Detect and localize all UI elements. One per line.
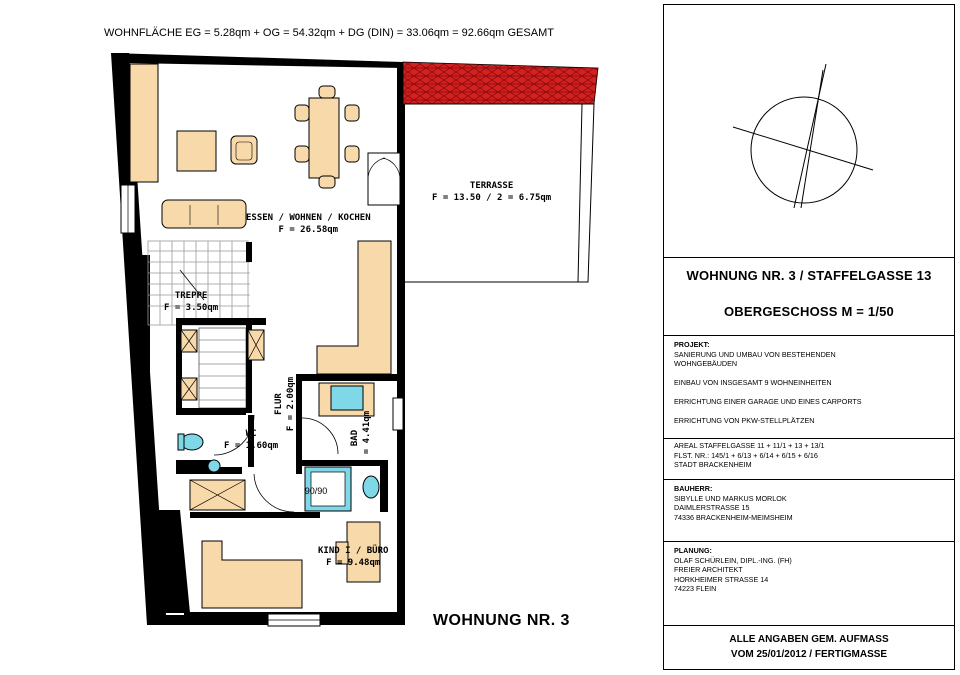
- room-label-bath: BAD F = 4.41qm: [350, 410, 372, 466]
- shower-label: 90/90: [304, 486, 328, 496]
- wc-basin: [208, 460, 220, 472]
- divider: [663, 335, 955, 336]
- coffee-table: [177, 131, 216, 171]
- bath-toilet: [363, 476, 379, 498]
- room-label-wc: WC F = 1.60qm: [224, 429, 279, 451]
- divider: [663, 257, 955, 258]
- room-label-kid: KIND I / BÜRO F = 9.48qm: [318, 546, 389, 568]
- room-label-hall: FLUR F = 2.00qm: [274, 376, 296, 432]
- exterior-wall-right: [397, 62, 405, 625]
- kitchen-counter: [317, 241, 391, 374]
- divider: [663, 438, 955, 439]
- plan-title: WOHNUNG NR. 3: [433, 612, 570, 629]
- areal-section: AREAL STAFFELGASSE 11 + 11/1 + 13 + 13/1 FLST. NR.: 145/1 + 6/13 + 6/14 + 6/15 + 6/16 STADT BRACKENHEIM: [674, 441, 825, 469]
- kid-desk: [202, 541, 302, 608]
- divider: [663, 541, 955, 542]
- roof-tiles: [403, 62, 598, 104]
- bauherr-section: BAUHERR: SIBYLLE UND MARKUS MORLOK DAIMLERSTRASSE 15 74336 BRACKENHEIM-MEIMSHEIM: [674, 484, 793, 522]
- terrace-door: [368, 153, 400, 205]
- footer-line-2: VOM 25/01/2012 / FERTIGMASSE: [730, 649, 888, 660]
- divider: [663, 479, 955, 480]
- title-block-title: WOHNUNG NR. 3 / STAFFELGASSE 13: [686, 268, 932, 283]
- dining-table: [309, 98, 339, 178]
- planung-section: PLANUNG: OLAF SCHÜRLEIN, DIPL.-ING. (FH) FREIER ARCHITEKT HORKHEIMER STRASSE 14 74223 FLEIN: [674, 546, 792, 593]
- projekt-section: PROJEKT: SANIERUNG UND UMBAU VON BESTEHENDEN WOHNGEBÄUDEN EINBAU VON INSGESAMT 9 WOHNEINHEITEN ERRICHTUNG EINER GARAGE UND EINES CARPORTS ERRICHTUNG VON PKW-STELLPLÄTZEN: [674, 340, 862, 425]
- area-summary: WOHNFLÄCHE EG = 5.28qm + OG = 54.32qm + DG (DIN) = 33.06qm = 92.66qm GESAMT: [104, 27, 554, 39]
- sideboard: [130, 64, 158, 182]
- room-label-stairs: TREPPE F = 3.50qm: [164, 291, 219, 313]
- title-block-floor: OBERGESCHOSS M = 1/50: [723, 304, 894, 319]
- room-label-living: ESSEN / WOHNEN / KOCHEN F = 26.58qm: [246, 213, 371, 235]
- divider: [663, 625, 955, 626]
- window-bath: [393, 398, 403, 430]
- sofa: [162, 200, 246, 228]
- room-label-terrace: TERRASSE F = 13.50 / 2 = 6.75qm: [432, 181, 552, 203]
- footer-line-1: ALLE ANGABEN GEM. AUFMASS: [729, 634, 889, 645]
